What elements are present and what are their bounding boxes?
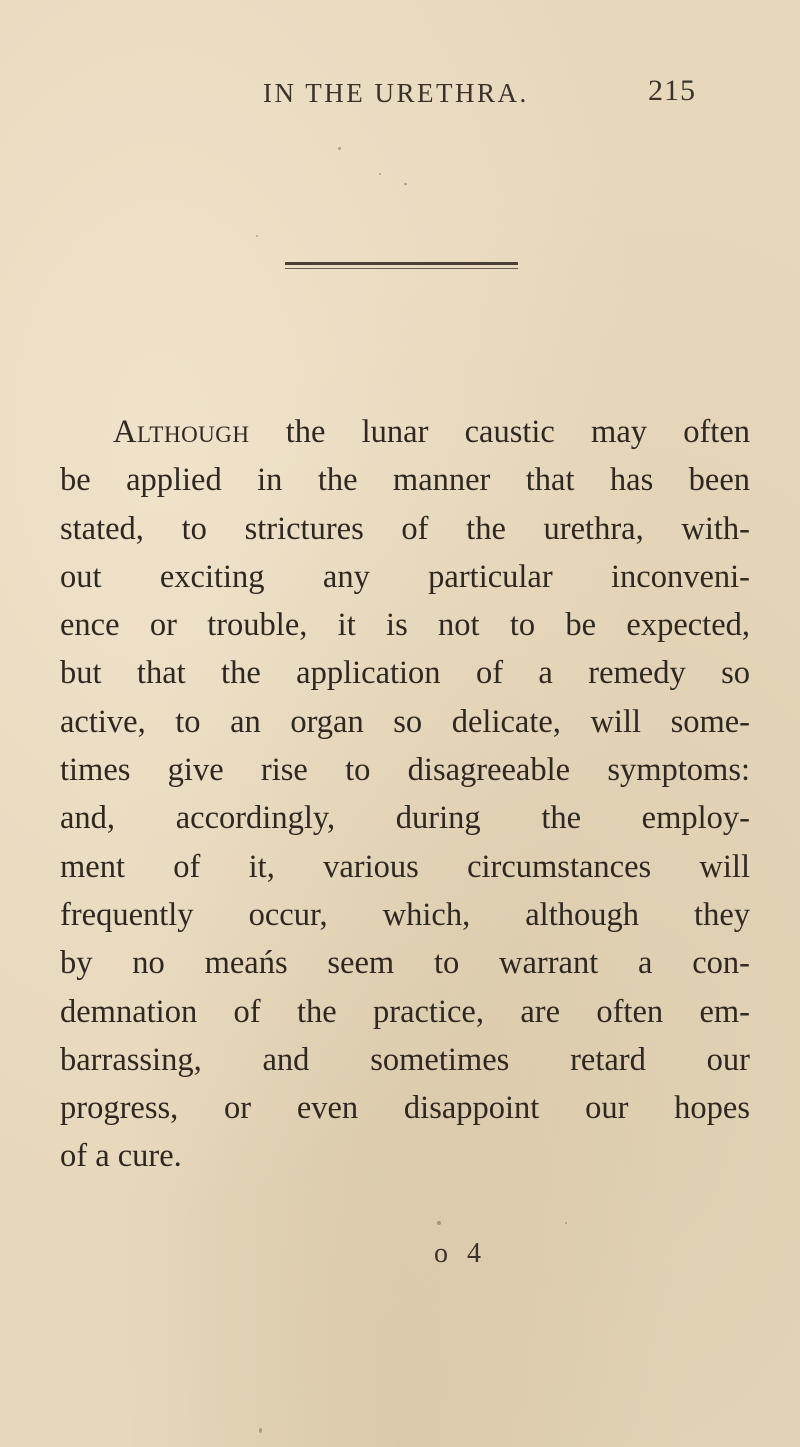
text-line: and, accordingly, during the employ-	[60, 800, 750, 837]
running-head	[0, 74, 800, 118]
paper-speck	[404, 183, 407, 185]
text-line	[60, 408, 750, 456]
text-line: barrassing, and sometimes retard our	[60, 1041, 750, 1078]
section-divider	[285, 262, 518, 265]
text-line: frequently occur, which, although they	[60, 896, 750, 933]
paper-speck	[565, 1222, 567, 1224]
running-title: IN THE URETHRA.	[263, 78, 529, 108]
text-line: demnation of the practice, are often em-	[60, 993, 750, 1030]
text-line: be applied in the manner that has been	[60, 462, 750, 499]
lead-word: Although	[113, 414, 250, 450]
page-number: 215	[648, 74, 696, 107]
text-line: but that the application of a remedy so	[60, 655, 750, 692]
text-line: out exciting any particular inconveni-	[60, 558, 750, 595]
body-paragraph	[60, 408, 750, 1181]
paper-speck	[259, 1428, 262, 1433]
text-line: by no meańs seem to warrant a con-	[60, 945, 750, 982]
text-line: stated, to strictures of the urethra, with-	[60, 510, 750, 547]
text-line: progress, or even disappoint our hopes	[60, 1090, 750, 1127]
signature-mark: o 4	[434, 1238, 487, 1269]
text-line-rest: the lunar caustic may often	[249, 414, 750, 450]
text-line: ence or trouble, it is not to be expected,	[60, 607, 750, 644]
text-line: of a cure.	[60, 1138, 182, 1175]
paper-speck	[256, 235, 258, 237]
text-line: active, to an organ so delicate, will some-	[60, 703, 750, 740]
paper-speck	[338, 147, 341, 150]
text-line: times give rise to disagreeable symptoms:	[60, 752, 750, 789]
text-line: ment of it, various circumstances will	[60, 848, 750, 885]
section-divider-thin	[285, 268, 518, 269]
paper-speck	[379, 173, 381, 175]
paper-speck	[437, 1221, 441, 1225]
